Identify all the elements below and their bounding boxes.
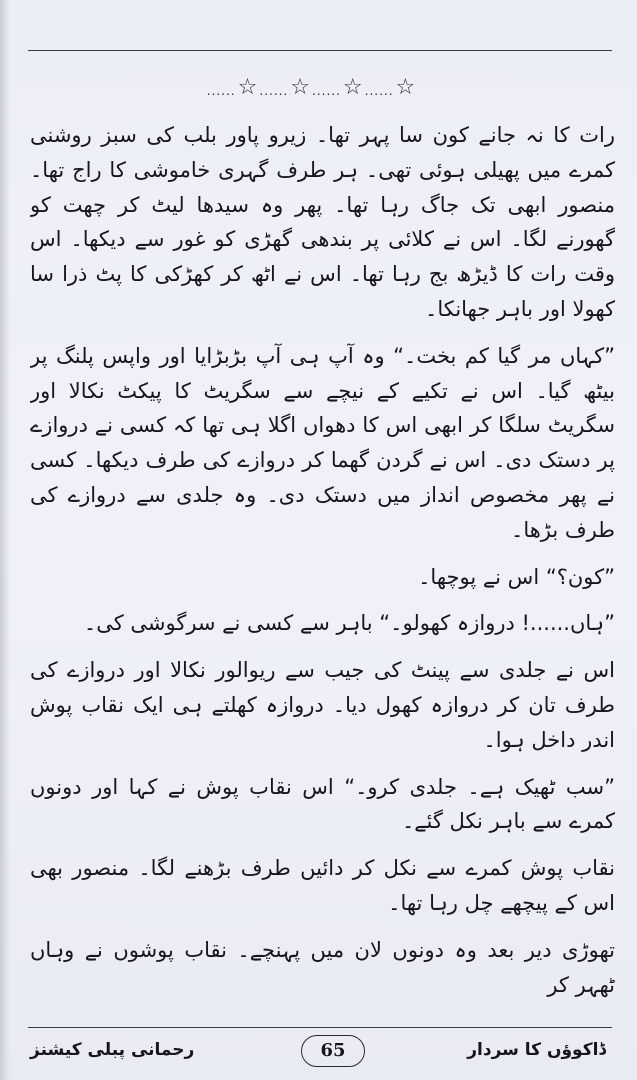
page-edge-shadow [0,0,10,1080]
paragraph: ”کہاں مر گیا کم بخت۔“ وہ آپ ہی آپ بڑبڑایا اور واپس پلنگ پر بیٹھ گیا۔ اس نے تکیے کے نیچے سے سگریٹ کا پیکٹ نکالا اور سگریٹ سلگا کر ابھی اس کا دھواں اگلا ہی تھا کہ کسی نے دروازے پر دستک دی۔ اس نے گردن گھما کر دروازے کی طرف دیکھا۔ کسی نے پھر مخصوص انداز میں دستک دی۔ وہ جلدی سے دروازے کی طرف بڑھا۔ [30,343,615,542]
publisher-name: رحمانی پبلی کیشنز [30,1040,195,1060]
paragraph: ”کون؟“ اس نے پوچھا۔ [418,564,615,589]
star-icon: ☆ [290,75,310,100]
paragraph: ”ہاں......! دروازہ کھولو۔“ باہر سے کسی نے سرگوشی کی۔ [83,611,615,636]
page-number: 65 [301,1035,365,1067]
ornament-dots: ...... [259,84,289,98]
paragraph: ”سب ٹھیک ہے۔ جلدی کرو۔“ اس نقاب پوش نے کہا اور دونوں کمرے سے باہر نکل گئے۔ [30,774,615,834]
paragraph: تھوڑی دیر بعد وہ دونوں لان میں پہنچے۔ نقاب پوشوں نے وہاں ٹھہر کر [30,937,615,997]
page-footer [28,1034,612,1074]
star-icon: ☆ [237,75,258,100]
book-title: ڈاکوؤں کا سردار [467,1040,606,1060]
star-icon: ☆ [342,75,363,100]
ornament-dots: ...... [206,84,236,98]
bottom-rule [28,1027,612,1028]
ornament-dots: ...... [312,84,341,98]
paragraph: اس نے جلدی سے پینٹ کی جیب سے ریوالور نکالا اور دروازے کی طرف تان کر دروازہ کھول دیا۔ دروازہ کھلتے ہی ایک نقاب پوش اندر داخل ہوا۔ [30,658,615,752]
paragraph: رات کا نہ جانے کون سا پہر تھا۔ زیرو پاور بلب کی سبز روشنی کمرے میں پھیلی ہوئی تھی۔ ہر طرف گہری خاموشی کا راج تھا۔ منصور ابھی تک جاگ رہا تھا۔ پھر وہ سیدھا لیٹ کر چھت کو گھورنے لگا۔ اس نے کلائی پر بندھی گھڑی کو غور سے دیکھا۔ اس وقت رات کا ڈیڑھ بج رہا تھا۔ اس نے اٹھ کر کھڑکی کا پٹ ذرا سا کھولا اور باہر جھانکا۔ [30,123,615,321]
star-icon: ☆ [395,75,416,100]
section-ornament [190,73,430,103]
ornament-dots: ...... [364,84,394,98]
top-rule [28,50,612,51]
story-text [30,118,615,1023]
paragraph: نقاب پوش کمرے سے نکل کر دائیں طرف بڑھنے لگا۔ منصور بھی اس کے پیچھے چل رہا تھا۔ [30,856,615,915]
